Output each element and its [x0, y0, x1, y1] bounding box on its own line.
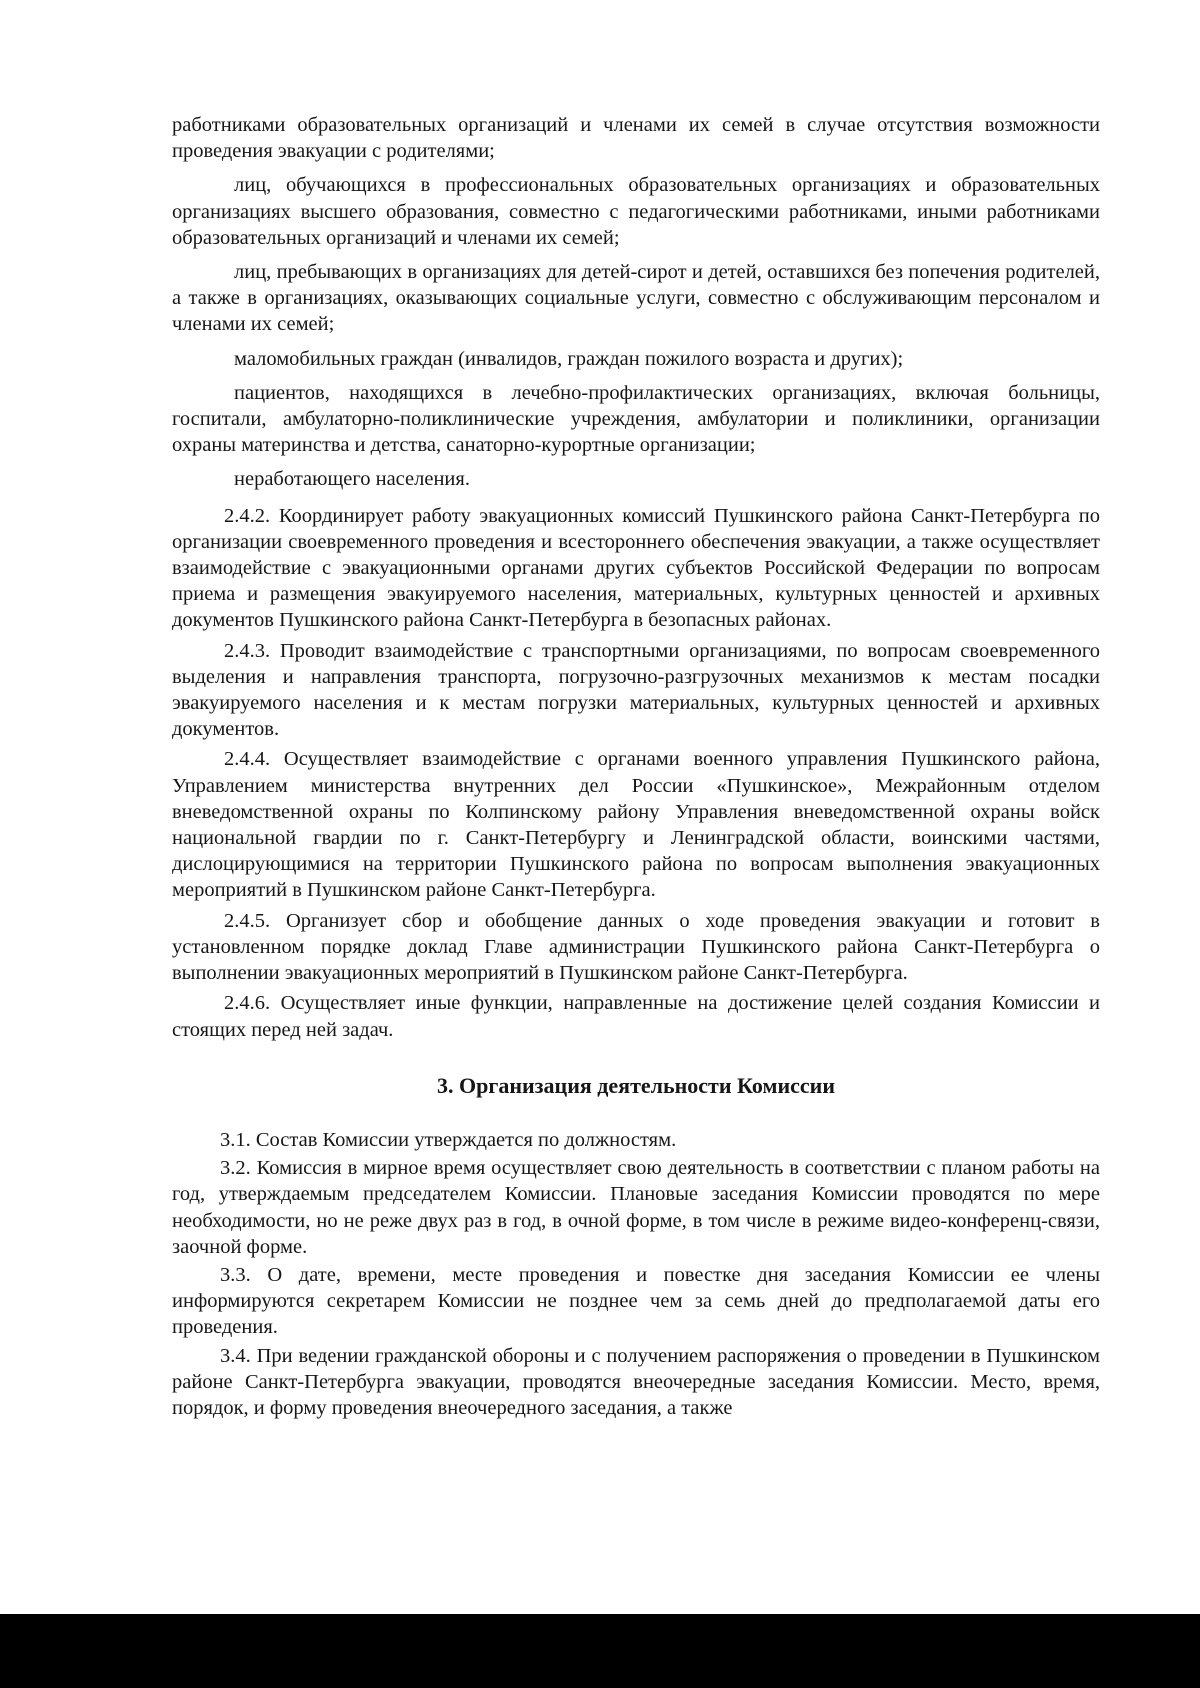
clause-2-4-2: 2.4.2. Координирует работу эвакуационных комиссий Пушкинского района Санкт-Петербурга по организации своевременного проведения и всестороннего обеспечения эвакуации, а также осуществляет взаимодействие с эвакуационными органами других субъектов Российской Федерации по вопросам приема и размещения эвакуируемого населения, материальных, культурных ценностей и архивных документов Пушкинского района Санкт-Петербурга в безопасных районах.	[172, 504, 1100, 632]
paragraph-patients: пациентов, находящихся в лечебно-профилактических организациях, включая больницы, госпитали, амбулаторно-поликлинические учреждения, амбулатории и поликлиники, организации охраны материнства и детства, санаторно-курортные организации;	[172, 381, 1100, 457]
clause-2-4-5: 2.4.5. Организует сбор и обобщение данных о ходе проведения эвакуации и готовит в установленном порядке доклад Главе администрации Пушкинского района Санкт-Петербурга о выполнении эвакуационных мероприятий в Пушкинском районе Санкт-Петербурга.	[172, 909, 1100, 985]
paragraph-teachers: работниками образовательных организаций и членами их семей в случае отсутствия возможности проведения эвакуации с родителями;	[172, 114, 1100, 163]
document-page	[172, 112, 1100, 1421]
clause-2-4-3: 2.4.3. Проводит взаимодействие с транспортными организациями, по вопросам своевременного выделения и направления транспорта, погрузочно-разгрузочных механизмов к местам посадки эвакуируемого населения и к местам погрузки материальных, культурных ценностей и архивных документов.	[172, 639, 1100, 741]
clause-3-3: 3.3. О дате, времени, месте проведения и повестке дня заседания Комиссии ее члены информируются секретарем Комиссии не позднее чем за семь дней до предполагаемой даты его проведения.	[172, 1263, 1100, 1339]
paragraph-unemployed: неработающего населения.	[234, 468, 470, 491]
clause-3-2: 3.2. Комиссия в мирное время осуществляет свою деятельность в соответствии с планом работы на год, утверждаемым председателем Комиссии. Плановые заседания Комиссии проводятся по мере необходимости, но не реже двух раз в год, в очной форме, в том числе в режиме видео-конференц-связи, заочной форме.	[172, 1157, 1100, 1258]
clause-2-4-6: 2.4.6. Осуществляет иные функции, направленные на достижение целей создания Комиссии и стоящих перед ней задач.	[172, 992, 1100, 1041]
clause-2-4-4: 2.4.4. Осуществляет взаимодействие с органами военного управления Пушкинского района, Управлением министерства внутренних дел России «Пушкинское», Межрайонным отделом вневедомственной охраны по Колпинскому району Управления вневедомственной охраны войск национальной гвардии по г. Санкт-Петербургу и Ленинградской области, воинскими частями, дислоцирующимися на территории Пушкинского района по вопросам выполнения эвакуационных мероприятий в Пушкинском районе Санкт-Петербурга.	[172, 748, 1100, 902]
scan-bottom-border	[0, 1614, 1200, 1688]
clause-3-4: 3.4. При ведении гражданской обороны и с получением распоряжения о проведении в Пушкинском районе Санкт-Петербурга эвакуации, проводятся внеочередные заседания Комиссии. Место, время, порядок, и форму проведения внеочередного заседания, а также	[172, 1344, 1100, 1419]
paragraph-orphans: лиц, пребывающих в организациях для детей-сирот и детей, оставшихся без попечения родителей, а также в организациях, оказывающих социальные услуги, совместно с обслуживающим персоналом и членами их семей;	[172, 261, 1100, 336]
clause-3-1: 3.1. Состав Комиссии утверждается по должностям.	[220, 1128, 677, 1151]
paragraph-low-mobility: маломобильных граждан (инвалидов, граждан пожилого возраста и других);	[234, 347, 904, 370]
paragraph-students: лиц, обучающихся в профессиональных образовательных организациях и образовательных организациях высшего образования, совместно с педагогическими работниками, иными работниками образовательных организаций и членами их семей;	[172, 174, 1100, 249]
section-3-heading: 3. Организация деятельности Комиссии	[436, 1072, 836, 1098]
